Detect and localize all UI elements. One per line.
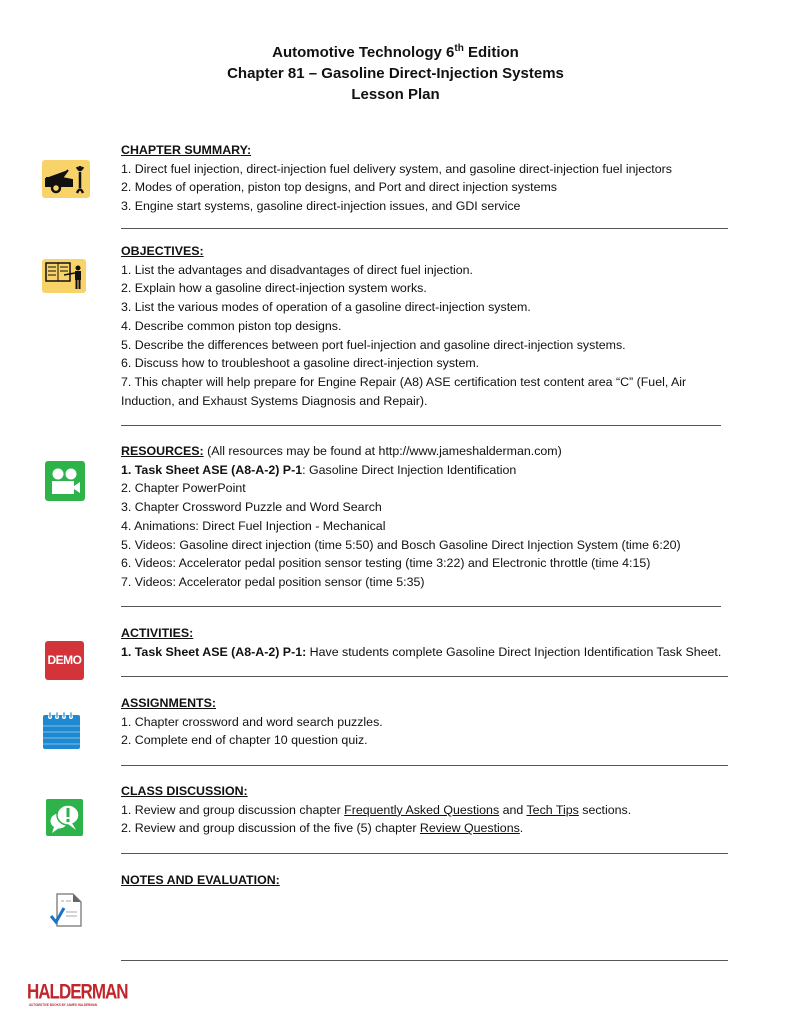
section-divider <box>121 960 728 961</box>
list-item: 1. Direct fuel injection, direct-injection fuel delivery system, and gasoline direct-injection fuel injectors <box>121 161 672 176</box>
section-divider <box>121 676 728 677</box>
title-line-1: Automotive Technology 6th Edition <box>272 43 519 61</box>
list-item: 3. List the various modes of operation of a gasoline direct-injection system. <box>121 300 531 315</box>
title-line-2: Chapter 81 – Gasoline Direct-Injection Systems <box>227 65 564 82</box>
demo-icon-label: DEMO <box>47 653 82 667</box>
objectives-section <box>121 242 731 410</box>
section-divider <box>121 853 728 854</box>
list-item: 2. Chapter PowerPoint <box>121 481 246 496</box>
class-discussion-section <box>121 782 731 838</box>
list-item: 6. Videos: Accelerator pedal position sensor testing (time 3:22) and Electronic throttle (time 4:15) <box>121 556 651 571</box>
activities-section <box>121 624 731 661</box>
resources-section <box>121 442 731 592</box>
video-camera-icon <box>45 461 85 501</box>
review-questions-link[interactable]: Review Questions <box>419 821 520 836</box>
title-line-3: Lesson Plan <box>351 86 440 103</box>
resources-note: (All resources may be found at http://www.jameshalderman.com) <box>203 444 562 458</box>
list-item: 1. Review and group discussion chapter Frequently Asked Questions and Tech Tips sections. <box>121 802 632 817</box>
list-item: 4. Describe common piston top designs. <box>121 318 342 333</box>
list-item: 2. Modes of operation, piston top designs, and Port and direct injection systems <box>121 180 557 195</box>
car-repair-icon <box>42 160 90 198</box>
faq-link[interactable]: Frequently Asked Questions <box>344 802 500 817</box>
list-item: 2. Complete end of chapter 10 question quiz. <box>121 733 368 748</box>
tech-tips-link[interactable]: Tech Tips <box>526 802 579 817</box>
chapter-summary-heading: CHAPTER SUMMARY: <box>121 143 252 157</box>
notes-evaluation-section <box>121 871 731 890</box>
notepad-icon <box>43 712 80 749</box>
assignments-section <box>121 694 731 750</box>
notes-evaluation-heading: NOTES AND EVALUATION: <box>121 873 280 887</box>
list-item: 7. Videos: Accelerator pedal position sensor (time 5:35) <box>121 574 425 589</box>
list-item: 3. Engine start systems, gasoline direct-injection issues, and GDI service <box>121 199 521 214</box>
resources-heading: RESOURCES: <box>121 444 204 458</box>
halderman-logo: HALDERMAN AUTOMOTIVE BOOKS BY JAMES HALDERMAN <box>27 979 128 1007</box>
list-item: 7. This chapter will help prepare for Engine Repair (A8) ASE certification test content area “C” (Fuel, Air Induction, and Exhaust Systems Diagnosis and Repair). <box>121 374 687 408</box>
class-discussion-heading: CLASS DISCUSSION: <box>121 784 248 798</box>
activities-heading: ACTIVITIES: <box>121 626 194 640</box>
list-item: 4. Animations: Direct Fuel Injection - Mechanical <box>121 518 386 533</box>
list-item: 1. Chapter crossword and word search puzzles. <box>121 714 383 729</box>
list-item: 3. Chapter Crossword Puzzle and Word Search <box>121 500 382 515</box>
document-title <box>0 42 791 105</box>
assignments-heading: ASSIGNMENTS: <box>121 696 216 710</box>
document-checkmark-icon <box>49 892 83 928</box>
section-divider <box>121 765 728 766</box>
discussion-bubbles-icon <box>46 799 83 836</box>
list-item: 2. Review and group discussion of the five (5) chapter Review Questions. <box>121 821 524 836</box>
objectives-heading: OBJECTIVES: <box>121 244 204 258</box>
section-divider <box>121 425 721 426</box>
list-item: 2. Explain how a gasoline direct-injection system works. <box>121 281 427 296</box>
list-item: 6. Discuss how to troubleshoot a gasoline direct-injection system. <box>121 356 480 371</box>
demo-icon <box>45 641 84 680</box>
list-item: 5. Describe the differences between port fuel-injection and gasoline direct-injection systems. <box>121 337 626 352</box>
chapter-summary-section <box>121 141 731 216</box>
list-item: 5. Videos: Gasoline direct injection (time 5:50) and Bosch Gasoline Direct Injection System (time 6:20) <box>121 537 681 552</box>
list-item: 1. Task Sheet ASE (A8-A-2) P-1: Gasoline Direct Injection Identification <box>121 462 517 477</box>
section-divider <box>121 228 728 229</box>
section-divider <box>121 606 721 607</box>
presentation-icon <box>42 259 86 293</box>
list-item: 1. Task Sheet ASE (A8-A-2) P-1: Have students complete Gasoline Direct Injection Identification Task Sheet. <box>121 644 722 659</box>
list-item: 1. List the advantages and disadvantages of direct fuel injection. <box>121 262 473 277</box>
